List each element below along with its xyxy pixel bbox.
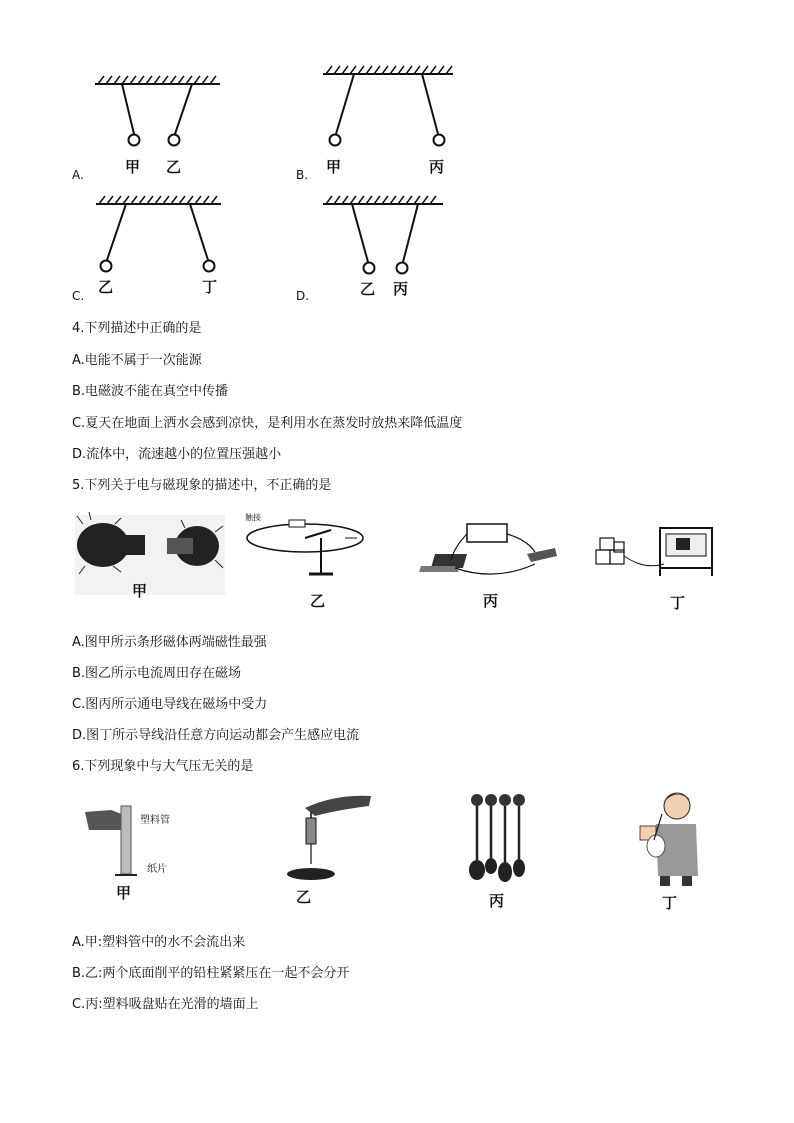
option-c-label[interactable]: C.	[72, 289, 85, 303]
boy-drinking-figure	[630, 790, 705, 890]
suction-cups-figure	[465, 792, 535, 887]
induction-figure	[590, 524, 720, 584]
ball-2	[434, 135, 445, 146]
figure-label-jia: 甲	[116, 884, 132, 902]
ball-label: 丁	[202, 278, 218, 296]
lead-cylinders-figure	[285, 790, 375, 885]
ball-1	[364, 263, 375, 274]
q5-option-c[interactable]: C.图丙所示通电导线在磁场中受力	[72, 697, 268, 712]
ball-label: 丙	[429, 158, 445, 176]
figure-label-bing: 丙	[489, 892, 505, 910]
option-d-label[interactable]: D.	[296, 289, 310, 303]
q6-option-a[interactable]: A.甲:塑料管中的水不会流出来	[72, 935, 246, 950]
figure-label-yi: 乙	[310, 592, 326, 610]
ball-label: 乙	[98, 278, 114, 296]
ball-label: 甲	[125, 158, 141, 176]
ball-2	[204, 261, 215, 272]
figure-label-bing: 丙	[483, 592, 499, 610]
pendulum-diagram-a	[90, 72, 230, 182]
ball-label: 乙	[360, 280, 376, 298]
q5-option-d[interactable]: D.图丁所示导线沿任意方向运动都会产生感应电流	[72, 728, 360, 743]
q4-option-d[interactable]: D.流体中，流速越小的位置压强越小	[72, 447, 282, 462]
q4-stem: 4.下列描述中正确的是	[72, 321, 202, 336]
q4-option-a[interactable]: A.电能不属于一次能源	[72, 353, 202, 368]
option-a-label[interactable]: A.	[72, 168, 84, 182]
magnet-filings-figure	[75, 510, 225, 605]
q5-option-b[interactable]: B.图乙所示电流周田存在磁场	[72, 666, 242, 681]
q5-stem: 5.下列关于电与磁现象的描述中，不正确的是	[72, 478, 332, 493]
switch-label: 触接	[245, 513, 261, 522]
ball-label: 丙	[393, 280, 409, 298]
tube-label: 塑料管	[140, 815, 170, 826]
q6-option-c[interactable]: C.丙:塑料吸盘贴在光滑的墙面上	[72, 997, 259, 1012]
ball-1	[330, 135, 341, 146]
q6-option-b[interactable]: B.乙:两个底面削平的铅柱紧紧压在一起不会分开	[72, 966, 350, 981]
ball-2	[169, 135, 180, 146]
oersted-figure	[245, 508, 375, 583]
q6-stem: 6.下列现象中与大气压无关的是	[72, 759, 254, 774]
q4-option-c[interactable]: C.夏天在地面上洒水会感到凉快，是利用水在蒸发时放热来降低温度	[72, 416, 463, 431]
ball-1	[129, 135, 140, 146]
ball-label: 甲	[326, 158, 342, 176]
ball-2	[397, 263, 408, 274]
figure-label-yi: 乙	[296, 888, 312, 906]
pendulum-diagram-c	[93, 192, 233, 282]
option-b-label[interactable]: B.	[296, 168, 309, 182]
figure-label-ding: 丁	[662, 894, 678, 912]
motor-principle-figure	[415, 520, 565, 580]
card-label: 纸片	[147, 864, 167, 875]
figure-label-ding: 丁	[670, 594, 686, 612]
q5-option-a[interactable]: A.图甲所示条形磁体两端磁性最强	[72, 635, 267, 650]
ball-label: 乙	[166, 158, 182, 176]
q4-option-b[interactable]: B.电磁波不能在真空中传播	[72, 384, 229, 399]
pendulum-diagram-d	[320, 192, 450, 292]
figure-label-jia: 甲	[132, 582, 148, 600]
ball-1	[101, 261, 112, 272]
